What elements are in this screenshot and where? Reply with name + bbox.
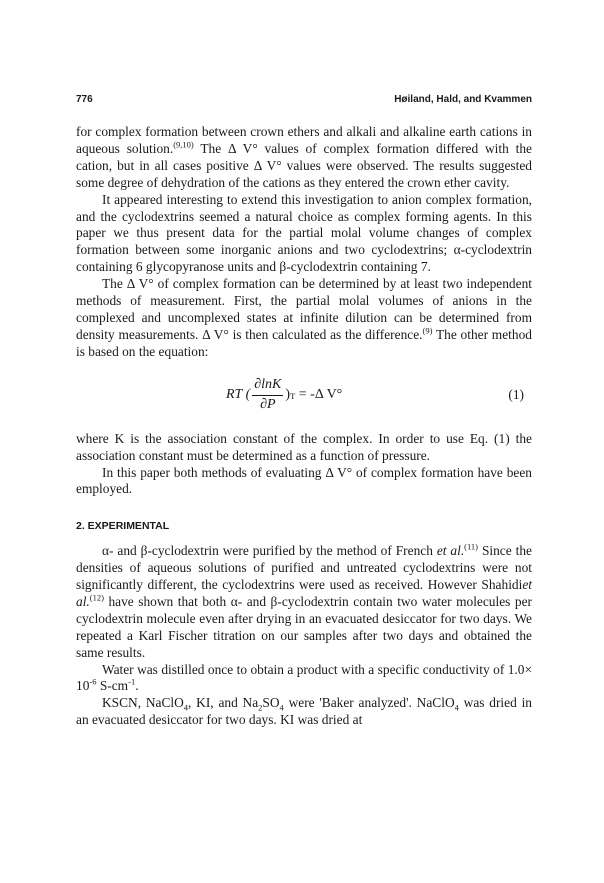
- citation-ref: (12): [89, 592, 104, 603]
- running-header: [76, 94, 532, 105]
- paragraph-2: It appeared interesting to extend this investigation to anion complex formation, and the cyclodextrins seemed a natural choice as complex forming agents. In this paper we thus present data for the partial molal volume changes of complex formation between some inorganic anions and two cyclodextrins; α-cyclodextrin containing 6 glycopyranose units and β-cyclodextrin containing 7.: [76, 191, 532, 275]
- equation-1: [76, 367, 532, 425]
- eq-fraction: [252, 377, 283, 414]
- paragraph-5: In this paper both methods of evaluating Δ V° of complex formation have been employed.: [76, 464, 532, 497]
- eq-rhs: = -Δ V°: [295, 387, 343, 403]
- paragraph-8: KSCN, NaClO$_4$, KI, and $Na_2SO_4$ were 'Baker analyzed'. NaClO$_4$ was dried in an evacuated desiccator for two days. KI was dried at: [76, 695, 532, 728]
- paragraph-4: where K is the association constant of the complex. In order to use Eq. (1) the association constant must be determined as a function of pressure.: [76, 430, 532, 463]
- paragraph-1: for complex formation between crown ethers and alkali and alkaline earth cations in aqueous solution.$^{(9,10)}$ The Δ V° values of complex formation differed with the cation, but in all cases positive Δ V° values were observed. The results suggested some degree of dehydration of the cations as they entered the crown ether cavity.: [76, 124, 532, 190]
- eq-suffix: ): [285, 387, 291, 403]
- paragraph-7: Water was distilled once to obtain a product with a specific conductivity of $1.0\times 10^{-6}$ $S-cm^{-1}$.: [76, 661, 532, 694]
- running-head-authors: Høiland, Hald, and Kvammen: [394, 94, 532, 105]
- section-heading: 2. EXPERIMENTAL: [76, 520, 170, 533]
- eq-denominator: ∂P: [260, 397, 276, 413]
- body-text: [76, 124, 532, 729]
- equation-body: RT ( $\frac{\partial\ln K}{\partial P}$ ) T = -Δ V°: [226, 377, 343, 413]
- citation-ref: (9): [422, 325, 433, 336]
- paragraph-3: The Δ V° of complex formation can be determined by at least two independent methods of measurement. First, the partial molal volumes of anions in the complexed and uncomplexed states at infinite dilution can be determined from density measurements. Δ V° is then calculated as the difference.$^{(9)}$ The other method is based on the equation:: [76, 276, 532, 359]
- eq-numerator: ∂lnK: [252, 377, 283, 396]
- citation-ref: (9,10): [173, 139, 194, 150]
- page-number: 776: [76, 94, 93, 105]
- eq-lhs-prefix: RT (: [226, 387, 251, 403]
- paragraph-6: α- and β-cyclodextrin were purified by the method of French et al.$^{(11)}$ Since the densities of aqueous solutions of purified and untreated cyclodextrins were not significantly different, the cyclodextrins were used as received. However Shahidiet al.$^{(12)}$ have shown that both α- and β-cyclodextrin contain two water molecules per cyclodextrin molecule even after drying in an evacuated desiccator for two days. We repeated a Karl Fischer titration on our samples after two days and obtained the same results.: [76, 541, 532, 660]
- equation-number: (1): [508, 386, 524, 402]
- citation-ref: (11): [464, 541, 479, 552]
